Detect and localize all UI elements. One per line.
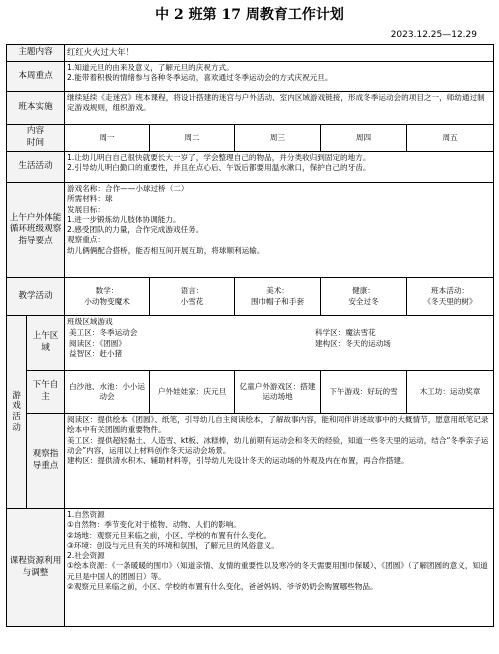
teaching-cell-fri <box>407 278 494 316</box>
theme-value: 红红火火过大年！ <box>65 45 494 62</box>
resources-row <box>7 509 494 627</box>
outdoor-content <box>65 183 494 278</box>
weekly-focus-line: 2.能带着积极的情绪参与各种冬季运动，喜欢通过冬季运动会的方式庆祝元旦。 <box>67 73 333 83</box>
days-header-corner <box>7 125 65 152</box>
corner-content-label: 内容 <box>26 126 45 137</box>
afternoon-cell-thu: 下午游戏：好玩的雪 <box>321 371 407 414</box>
resources-line: ②观察元旦来临之前，小区、学校的布置有什么变化，爸爸妈妈、爷爷奶奶会购置哪些物品。 <box>67 581 378 591</box>
guidance-row <box>7 414 494 509</box>
teaching-subject: 数学： <box>95 286 119 296</box>
day-header-mon: 周一 <box>65 125 150 152</box>
weekly-focus-content <box>65 62 494 92</box>
day-header-wed: 周三 <box>235 125 321 152</box>
guidance-content <box>65 414 494 509</box>
class-implementation-label: 班本实施 <box>7 92 65 125</box>
morning-area-intro: 班级区域游戏 <box>67 317 113 326</box>
morning-area-grid <box>67 327 491 360</box>
weekly-focus-label: 本周重点 <box>7 62 65 92</box>
morning-area-row <box>7 316 494 371</box>
outdoor-line: 观察重点： <box>67 235 105 245</box>
weekly-focus-row <box>7 62 494 92</box>
morning-area-label: 上午区域 <box>27 316 65 371</box>
morning-area-right <box>313 327 491 360</box>
afternoon-cell-wed: 亿童户外游戏区：搭建运动场地 <box>235 371 321 414</box>
guidance-line: 建构区：提供清水积木、辅助材料等，引导幼儿先设计冬天的运动场的外观及内在布置，再合作搭建。 <box>67 456 409 465</box>
weekly-plan-table <box>6 44 494 627</box>
resources-line: 2.社会资源 <box>67 551 105 560</box>
resources-line: ②场地：观察元旦来临之前，小区、学校的布置有什么变化。 <box>67 530 272 540</box>
theme-row <box>7 45 494 62</box>
theme-label: 主题内容 <box>7 45 65 62</box>
outdoor-line: 1.进一步锻炼幼儿肢体协调能力。 <box>67 214 181 224</box>
games-label: 游戏活动 <box>7 316 27 509</box>
day-header-thu: 周四 <box>321 125 407 152</box>
teaching-row <box>7 278 494 316</box>
teaching-subject: 健康： <box>352 286 375 296</box>
afternoon-free-label: 下午自主 <box>27 371 65 414</box>
teaching-cell-thu <box>321 278 407 316</box>
life-activity-row <box>7 152 494 183</box>
life-activity-label: 生活活动 <box>7 152 65 183</box>
outdoor-row <box>7 183 494 278</box>
outdoor-label: 上午户外体能循环班级观察指导要点 <box>7 183 65 278</box>
resources-line: ③环境：创设与元旦有关的环境和氛围，了解元旦的风俗意义。 <box>67 540 279 550</box>
teaching-subject: 语言： <box>180 286 204 296</box>
area-item: 美工区：冬季运动会 <box>69 328 138 338</box>
outdoor-line: 所需材料：球 <box>67 194 113 204</box>
teaching-topic: 围巾帽子和手套 <box>250 296 305 306</box>
teaching-subject: 美术： <box>266 286 289 296</box>
outdoor-line: 发展目标： <box>67 204 105 214</box>
page-title: 中 2 班第 17 周教育工作计划 <box>155 7 344 23</box>
resources-line: ①自然物：季节变化对于植物、动物、人们的影响。 <box>67 520 241 530</box>
area-item: 益智区：赶小猪 <box>69 348 123 358</box>
resources-line: 1.自然资源 <box>67 510 105 519</box>
teaching-cell-wed <box>235 278 321 316</box>
class-implementation-content <box>65 92 494 125</box>
corner-time-label: 时间 <box>26 138 45 148</box>
teaching-topic: 小雪花 <box>180 296 204 306</box>
outdoor-line: 幼儿俩俩配合搭桥，能否相互间开展互助，将球顺利运输。 <box>67 245 265 255</box>
guidance-line: 美工区：提供超轻黏土、人造雪、kt板、冰糕棒，幼儿前期有运动会和冬天的经验，知道一些冬天里的运动，结合“冬季亲子运动会”内容，运用以上材料创作冬天运动会场景。 <box>67 435 489 455</box>
life-activity-content <box>65 152 494 183</box>
teaching-subject: 班本活动： <box>431 286 470 296</box>
resources-line: ①绘本资源：《一条暖暖的围巾》（知道亲情、友情的重要性以及寒冷的冬天需要用围巾保暖）、《团圆》（了解团圆的意义，知道元旦是中国人的团圆日）等。 <box>67 561 488 581</box>
life-activity-line: 1.让幼儿明白自己很快就要长大一岁了，学会整理自己的物品，并分类收归到固定的地方。 <box>67 153 371 162</box>
resources-content <box>65 509 494 627</box>
area-item: 阅读区：《团圆》 <box>69 338 126 348</box>
teaching-label: 教学活动 <box>7 278 65 316</box>
date-range: 2023.12.25—12.29 <box>390 30 477 40</box>
outdoor-line: 2.感受团队的力量，合作完成游戏任务。 <box>67 225 204 234</box>
teaching-topic: 《冬天里的树》 <box>423 296 477 306</box>
outdoor-line: 游戏名称：合作——小球过桥（二） <box>67 184 189 193</box>
morning-area-left <box>67 327 313 360</box>
teaching-cell-tue <box>150 278 235 316</box>
area-item: 科学区：魔法雪花 <box>314 328 376 338</box>
afternoon-cell-tue: 户外娃娃家：庆元旦 <box>150 371 235 414</box>
day-header-fri: 周五 <box>407 125 494 152</box>
class-implementation-row <box>7 92 494 125</box>
afternoon-free-row <box>7 371 494 414</box>
guidance-line: 阅读区：提供绘本《团圆》、纸笔，引导幼儿自主阅读绘本，了解故事内容，能和同伴讲述故事中的大概情节，愿意用纸笔记录绘本中有关团圆的重要物件。 <box>67 415 489 435</box>
days-header-row <box>7 125 494 152</box>
weekly-focus-line: 1.知道元旦的由来及意义，了解元旦的庆祝方式。 <box>67 63 234 72</box>
morning-area-content <box>65 316 494 371</box>
resources-label: 课程资源利用与调整 <box>7 509 65 627</box>
afternoon-cell-mon: 白沙池、水池：小小运动会 <box>65 371 150 414</box>
guidance-label: 观察指导重点 <box>27 414 65 509</box>
teaching-topic: 小动物变魔术 <box>84 296 130 306</box>
area-item: 建构区：冬天的运动场 <box>314 338 391 348</box>
teaching-cell-mon <box>65 278 150 316</box>
class-implementation-line: 继续延续《走迷宫》班本课程，将设计搭建的迷宫与户外活动、室内区域游戏链接，形成冬季运动会的项目之一，师幼通过制定游戏规则，组织游戏。 <box>67 93 485 113</box>
afternoon-cell-fri: 木工坊：运动奖章 <box>407 371 494 414</box>
life-activity-line: 2.引导幼儿明白勤口的重要性，并且在点心后、午饭后都要用温水漱口，保护自己的牙齿。 <box>67 163 371 173</box>
teaching-topic: 安全过冬 <box>348 296 379 306</box>
day-header-tue: 周二 <box>150 125 235 152</box>
